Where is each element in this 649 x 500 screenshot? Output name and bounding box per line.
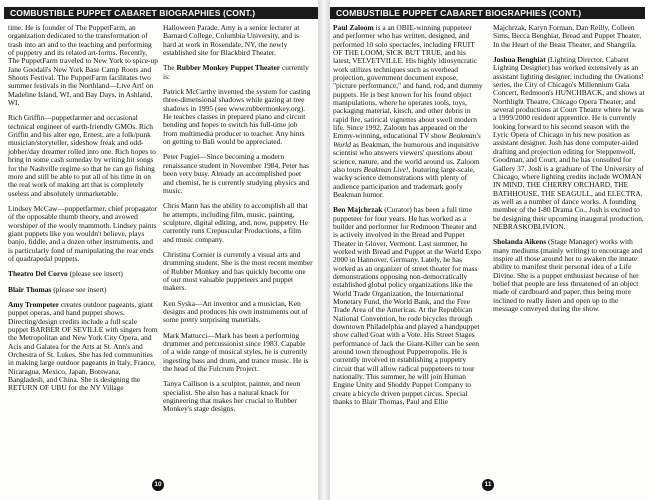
page-number-left: 10 [152, 479, 164, 491]
bio-text: is a an OBIE-winning puppeteer and performer who has written, designed, and performed 10 solo spectacles, including FRUIT OF THE LOOM, SICK BUT TRUE, and his latest, VELVETVILLE. His highly idiosyncratic work utilizes techniques such as overhead projection, government document expose, "picture performance," and hand, rod, and dummy puppets. He is best known for his found object manipulations, where he operates tools, toys, packaging material, kitsch, and other debris in rapid fire, satirical vignettes about swell modern life. Since 1992, Zaloom has appeared on the Emmy-winning, educational TV show [333, 23, 483, 141]
bio-text: creates outdoor pageants, giant puppet operas, and hand puppet shows. Directing/design credits include a full scale puppet BARBER OF SEVILLE with singers from the Metropolitan and New York City Opera, and Acis and Galatea for the Arts at St. Ann's and Orchestra of St. Lukes. She has led communities in making large outdoor pageants in Italy, France, Nicaragua, Mexico, Japan, Botswana, Bangladesh, and China. She is designing the RETURN OF UBU for the NY Village [8, 299, 158, 393]
page-header-left: COMBUSTIBLE PUPPET CABARET BIOGRAPHIES (CONT.) [4, 7, 318, 19]
bio-name: Paul Zaloom [333, 23, 374, 32]
bio-paragraph: Patrick McCarthy invented the system for casting three-dimensional shadows while gazing at tree shadows in 1995 (see www.rubbermonkey.org). He teaches classes in prepared piano and circuit bending and hopes to switch his full-time job from multimedia producer to teacher. Any hints on getting to Bali would be appreciated. [163, 87, 311, 147]
bio-text: (Lighting Director, Cabaret Lighting Designer) has worked extensively as an assistant lighting designer, including the Ovations! series, the City of Chicago's Millennium Gala Concert, Redmoon's HUNCHBACK, and shows at Northlight Theatre, Chicago Opera Theater, and several productions at Court Theatre where he was a 1999/2000 resident apprentice. He is currently looking forward to his second season with the Lyric Opera of Chicago in his new position as assistant designer. Josh has done computer-aided drafting and projection editing for Steppenwolf, Goodman, and Court, and he has consulted for Gallery 37. Josh is a graduate of The University of Chicago, where lighting credits include WOMAN IN MIND, THE CHERRY ORCHARD, THE BATHHOUSE, THE SEAGULL, and ELECTRA, as well as a number of dance works. A founding member of the I-80 Drama Co., Josh is excited to be designing their upcoming inaugural production, NEBRASKOBLIVION. [493, 55, 645, 231]
bio-name: Sholanda Aikens [493, 237, 547, 247]
bio-text: (please see insert) [51, 284, 107, 294]
page-left [0, 0, 318, 500]
bio-paragraph: Christina Cornier is currently a visual arts and drumming student. She is the most recent member of Rubber Monkey and has quickly become one of our most valuable puppeteers and puppet makers. [163, 249, 313, 293]
bio-paragraph: time. He is founder of The PuppetFarm, an organization dedicated to the transformation of trash into art and to the teaching and performing of puppetry and its related art-forms. Recently, The PuppetFarm traveled to New York to spice-up Jane Goodall's New York Base Camp Roots and Shoots Festival. The PuppetFarm facilitates two summer festivals in the Northland—Live Art! on Madeline Island, WI, and Bay Days, in Ashland, WI. [8, 23, 158, 108]
bio-text: The [163, 63, 177, 73]
bio-name: Theatro Del Corvo [8, 269, 68, 279]
show-title: Beakman's World [333, 131, 481, 149]
bio-text: currently is: [163, 63, 309, 81]
page-header-right: COMBUSTIBLE PUPPET CABARET BIOGRAPHIES (CONT.) [330, 7, 645, 19]
bio-text: , featuring large-scale, wacky science demonstrations with plenty of audience participation and trademark goofy Beakman humor. [333, 164, 475, 199]
right-column-2 [493, 24, 645, 320]
page-number-right: 11 [482, 479, 494, 491]
bio-paragraph: Majchrzak, Karyn Forman, Dan Reilly, Colleen Sims, Becca Benghiat, Bread and Puppet Theater, In the Heart of the Beast Theater, and Shangrila. [493, 23, 642, 49]
left-column-2 [163, 24, 313, 421]
bio-text: (Curator) has been a full time puppeteer for four years. He has worked as a builder and performer for Redmoon Theater and is actively involved in the Bread and Puppet Theater in Glover, Vermont. Last summer, he worked with Bread and Puppet at the World Expo 2000 in Hannover, Germany. Lately, he has worked as an organizer of street theater for mass demonstrations opposing non-democratically established global policy organizations like the World Trade Organization, the International Monetary Fund, the World Bank, and the Free Trade Area of the Americas. At the Republican National Convention, he rode bicycles through downtown Philadelphia and played a handpuppet show called Goat with a Vote. His Street Stages performance of Jack the Giant-Killer can be seen around town throughout Puppetropolis. He is currently involved in establishing a puppetry circuit that will allow radical puppeteers to tour nationally. This summer, he will join Human Engine Unity and Shoddy Puppet Company to create a bicycle driven puppet circus. Special thanks to Blair Thomas, Paul and Ellie [333, 205, 481, 407]
bio-paragraph [333, 206, 483, 406]
bio-text: as Beakman, the humorous and inquisitive scientist who answers viewers' questions about science, nature, and the world around us. Zaloom also tours [333, 139, 480, 174]
bio-paragraph [8, 270, 158, 278]
bio-paragraph: Halloween Parade. Amy is a senior lecturer at Barnard College, Columbia University, and is hard at work in Rosendale, NY, the newly established site for Blackbird Theater. [163, 23, 300, 58]
bio-name: Blair Thomas [8, 284, 52, 294]
bio-paragraph [493, 238, 645, 313]
bio-paragraph [163, 64, 313, 81]
bio-text: (Stage Manager) works with many mediums (mainly writing) to encourage and inspire all those around her to awaken the innate ability to manifest their personal idea of a Life Divine. She is a puppet enthusiast because of her belief that people are less threatened of an object made of cardboard and paper, thus being more inclined to really listen and open up to the message conveyed during the show. [493, 237, 643, 313]
bio-name: Joshua Benghiat [493, 55, 546, 65]
show-title: Beakman Live! [363, 164, 409, 174]
bio-name: Ben Majchrzak [333, 205, 383, 215]
bio-name: Amy Trompeter [8, 299, 60, 309]
bio-paragraph [333, 24, 483, 199]
bio-text: (please see insert) [67, 269, 123, 279]
bio-paragraph: Lindsey McCaw—puppetfarmer, chief propagator of the opposable thumb theory, and avowed worshiper of the wooly mammoth. Lindsey paints giant puppets like you wouldn't believe, plays banjo, fiddle, and a dozen other instruments, and is particularly fond of manipulating the rear ends of quadrapedal puppets. [8, 203, 158, 263]
bio-paragraph: Peter Fugiel—Since becoming a modern renaissance student in November 1984, Peter has been very busy. Already an accomplished poet and chemist, he is currently studying physics and music. [163, 152, 310, 195]
bio-paragraph: Tanya Callison is a sculptor, painter, and neon specialist. She also has a natural knack for engineering that makes her crucial to Rubber Monkey's stage designs. [163, 379, 301, 414]
bio-paragraph: Mark Mattucci—Mark has been a performing drummer and percussionist since 1983. Capable of a wide range of musical styles, he is currently ingesting bass and drum, and trance music. He is the head of the Fulcrum Project. [163, 330, 309, 374]
page-right [330, 0, 649, 500]
bio-name: Rubber Monkey Puppet Theater [176, 63, 281, 73]
bio-paragraph [493, 56, 645, 231]
right-column-1 [333, 24, 483, 413]
bio-paragraph [8, 286, 158, 294]
bio-paragraph [8, 301, 158, 393]
bio-paragraph: Ken Syska—An inventor and a musician, Ken designs and produces his own instruments out of some pretty surprising materials. [163, 298, 308, 325]
bio-paragraph: Chris Mann has the ability to accomplish all that he attempts, including film, music, painting, sculpture, digital editing, and, now, puppetry. He currently runs Crepuscular Productions, a film and music company. [163, 201, 309, 244]
page-gutter [318, 0, 330, 500]
bio-paragraph: Rich Griffin—puppetfarmer and occasional technical engineer of earth-friendly GMOs. Rich Griffin and his alter ego, Ernest, are a folk/punk musician/storyteller, sideshow freak and odd-jobber/day dreamer rolled into one. Rich hopes to bring in some cash someday by writing hit songs for the Nashville regime so that he can go fishing more and still be able to put all of his time in on the real work of making art that is completely useless and absolutely unmarketable. [8, 113, 156, 198]
left-column-1 [8, 24, 158, 400]
